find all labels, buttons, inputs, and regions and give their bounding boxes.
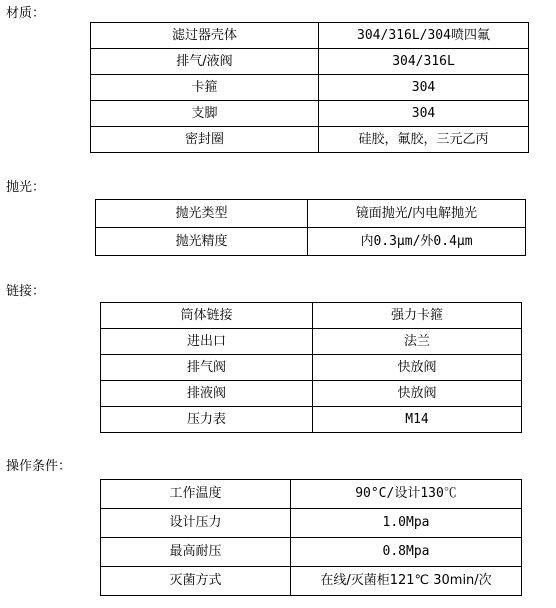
row-value: 快放阀	[313, 355, 522, 381]
row-label: 排液阀	[101, 381, 313, 407]
table-row	[101, 303, 522, 329]
table-row	[91, 49, 529, 75]
row-value: 304	[319, 75, 529, 101]
table-row	[101, 381, 522, 407]
table-row	[91, 127, 529, 153]
row-value: 304/316L/304喷四氟	[319, 23, 529, 49]
connection-table	[100, 302, 522, 433]
section-label-connection: 链接：	[6, 284, 46, 299]
row-label: 进出口	[101, 329, 313, 355]
row-label: 密封圈	[91, 127, 319, 153]
row-label: 灭菌方式	[101, 567, 291, 596]
table-row	[101, 509, 522, 538]
table-row	[101, 407, 522, 433]
table-row	[96, 228, 526, 256]
section-label-operating-conditions: 操作条件：	[6, 459, 72, 474]
row-label: 筒体链接	[101, 303, 313, 329]
row-value: 304/316L	[319, 49, 529, 75]
row-label: 压力表	[101, 407, 313, 433]
polishing-table	[95, 199, 526, 256]
table-row	[91, 23, 529, 49]
row-label: 设计压力	[101, 509, 291, 538]
table-row	[101, 567, 522, 596]
section-label-polishing: 抛光：	[6, 180, 46, 195]
row-label: 卡箍	[91, 75, 319, 101]
table-row	[91, 75, 529, 101]
table-row	[101, 355, 522, 381]
row-value: 硅胶，氟胶，三元乙丙	[319, 127, 529, 153]
row-value: 304	[319, 101, 529, 127]
row-value: M14	[313, 407, 522, 433]
table-row	[101, 480, 522, 509]
row-value: 0.8Mpa	[291, 538, 522, 567]
row-value: 法兰	[313, 329, 522, 355]
row-label: 工作温度	[101, 480, 291, 509]
row-label: 抛光精度	[96, 228, 308, 256]
row-value: 镜面抛光/内电解抛光	[308, 200, 526, 228]
row-label: 滤过器壳体	[91, 23, 319, 49]
table-row	[96, 200, 526, 228]
row-value: 快放阀	[313, 381, 522, 407]
material-table	[90, 22, 529, 153]
operating-conditions-table	[100, 479, 522, 596]
row-value: 1.0Mpa	[291, 509, 522, 538]
row-label: 排气/液阀	[91, 49, 319, 75]
row-label: 抛光类型	[96, 200, 308, 228]
row-label: 最高耐压	[101, 538, 291, 567]
row-value: 内0.3μm/外0.4μm	[308, 228, 526, 256]
row-label: 支脚	[91, 101, 319, 127]
row-value: 强力卡箍	[313, 303, 522, 329]
row-value: 90°C/设计130℃	[291, 480, 522, 509]
row-value: 在线/灭菌柜121℃ 30min/次	[291, 567, 522, 596]
table-row	[101, 538, 522, 567]
table-row	[101, 329, 522, 355]
row-label: 排气阀	[101, 355, 313, 381]
section-label-material: 材质：	[6, 6, 46, 21]
table-row	[91, 101, 529, 127]
